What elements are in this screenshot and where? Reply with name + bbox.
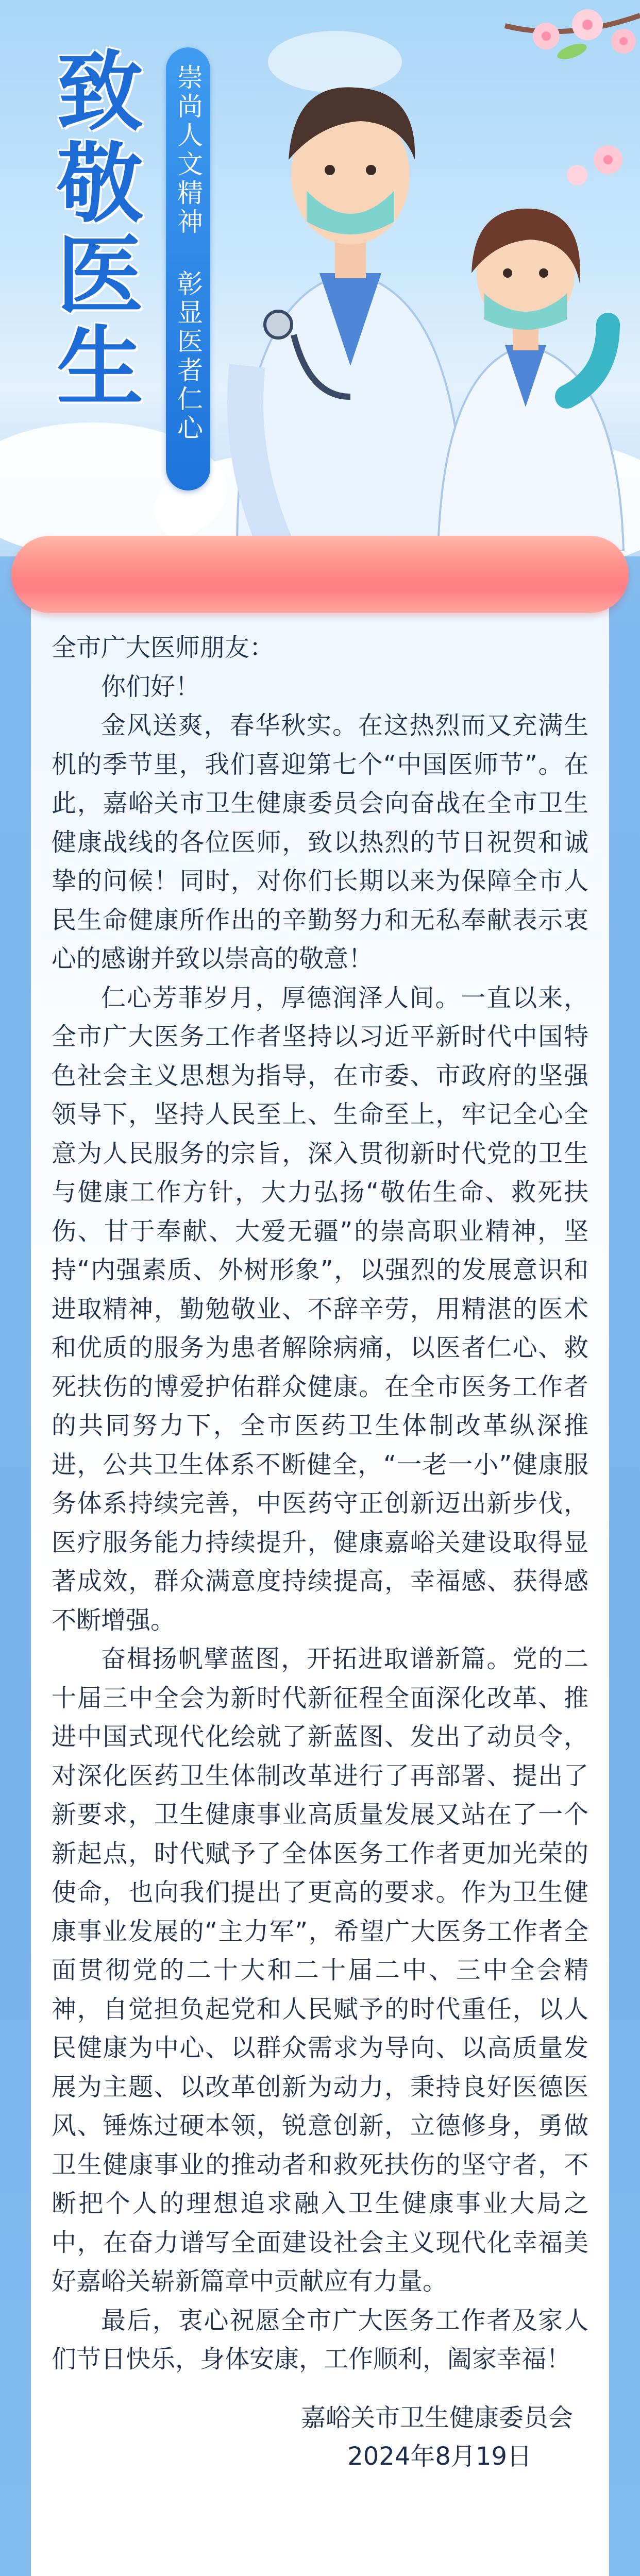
letter-body bbox=[52, 629, 588, 2477]
letter-paragraph: 最后，衷心祝愿全市广大医务工作者及家人们节日快乐，身体安康，工作顺利，阖家幸福！ bbox=[52, 2306, 588, 2374]
subtitle-pill bbox=[166, 47, 210, 490]
scroll-roll bbox=[11, 536, 629, 613]
title-char: 敬 bbox=[57, 133, 143, 234]
title-char: 医 bbox=[57, 225, 143, 326]
letter-date: 2024年8月19日 bbox=[347, 2442, 532, 2471]
subtitle-text: 崇尚人文精神 彰显医者仁心 bbox=[173, 64, 203, 443]
doctors-illustration bbox=[216, 5, 640, 551]
title-char: 致 bbox=[57, 42, 143, 143]
letter-salutation: 全市广大医师朋友： bbox=[52, 633, 275, 662]
letter-paragraph: 金风送爽，春华秋实。在这热烈而又充满生机的季节里，我们喜迎第七个“中国医师节”。在此，嘉峪关市卫生健康委员会向奋战在全市卫生健康战线的各位医师，致以热烈的节日祝贺和诚挚的问候！同时，对你们长期以来为保障全市人民生命健康所作出的辛勤努力和无私奉献表示衷心的感谢并致以崇高的敬意！ bbox=[52, 711, 588, 973]
letter-greeting: 你们好！ bbox=[101, 672, 200, 701]
title-char: 生 bbox=[57, 317, 143, 418]
letter-signature: 嘉峪关市卫生健康委员会 bbox=[300, 2403, 573, 2432]
letter-paragraph: 奋楫扬帆擘蓝图，开拓进取谱新篇。党的二十届三中全会为新时代新征程全面深化改革、推进中国式现代化绘就了新蓝图、发出了动员令，对深化医药卫生体制改革进行了再部署、提出了新要求，卫生健康事业高质量发展又站在了一个新起点，时代赋予了全体医务工作者更加光荣的使命，也向我们提出了更高的要求。作为卫生健康事业发展的“主力军”，希望广大医务工作者全面贯彻党的二十大和二十届二中、三中全会精神，自觉担负起党和人民赋予的时代重任，以人民健康为中心、以群众需求为导向、以高质量发展为主题、以改革创新为动力，秉持良好医德医风、锤炼过硬本领，锐意创新，立德修身，勇做卫生健康事业的推动者和救死扶伤的坚守者，不断把个人的理想追求融入卫生健康事业大局之中，在奋力谱写全面建设社会主义现代化幸福美好嘉峪关崭新篇章中贡献应有力量。 bbox=[52, 1645, 588, 2296]
letter-paragraph: 仁心芳菲岁月，厚德润泽人间。一直以来，全市广大医务工作者坚持以习近平新时代中国特色社会主义思想为指导，在市委、市政府的坚强领导下，坚持人民至上、生命至上，牢记全心全意为人民服务的宗旨，深入贯彻新时代党的卫生与健康工作方针，大力弘扬“敬佑生命、救死扶伤、甘于奉献、大爱无疆”的崇高职业精神，坚持“内强素质、外树形象”，以强烈的发展意识和进取精神，勤勉敬业、不辞辛劳，用精湛的医术和优质的服务为患者解除病痛，以医者仁心、救死扶伤的博爱护佑群众健康。在全市医务工作者的共同努力下，全市医药卫生体制改革纵深推进，公共卫生体系不断健全，“一老一小”健康服务体系持续完善，中医药守正创新迈出新步伐，医疗服务能力持续提升，健康嘉峪关建设取得显著成效，群众满意度持续提高，幸福感、获得感不断增强。 bbox=[52, 983, 588, 1635]
doctor-female-illustration bbox=[438, 209, 624, 551]
cherry-blossom-icon bbox=[505, 9, 640, 185]
header-banner bbox=[0, 0, 640, 556]
doctor-male-illustration bbox=[237, 87, 464, 551]
page-title bbox=[57, 42, 143, 418]
